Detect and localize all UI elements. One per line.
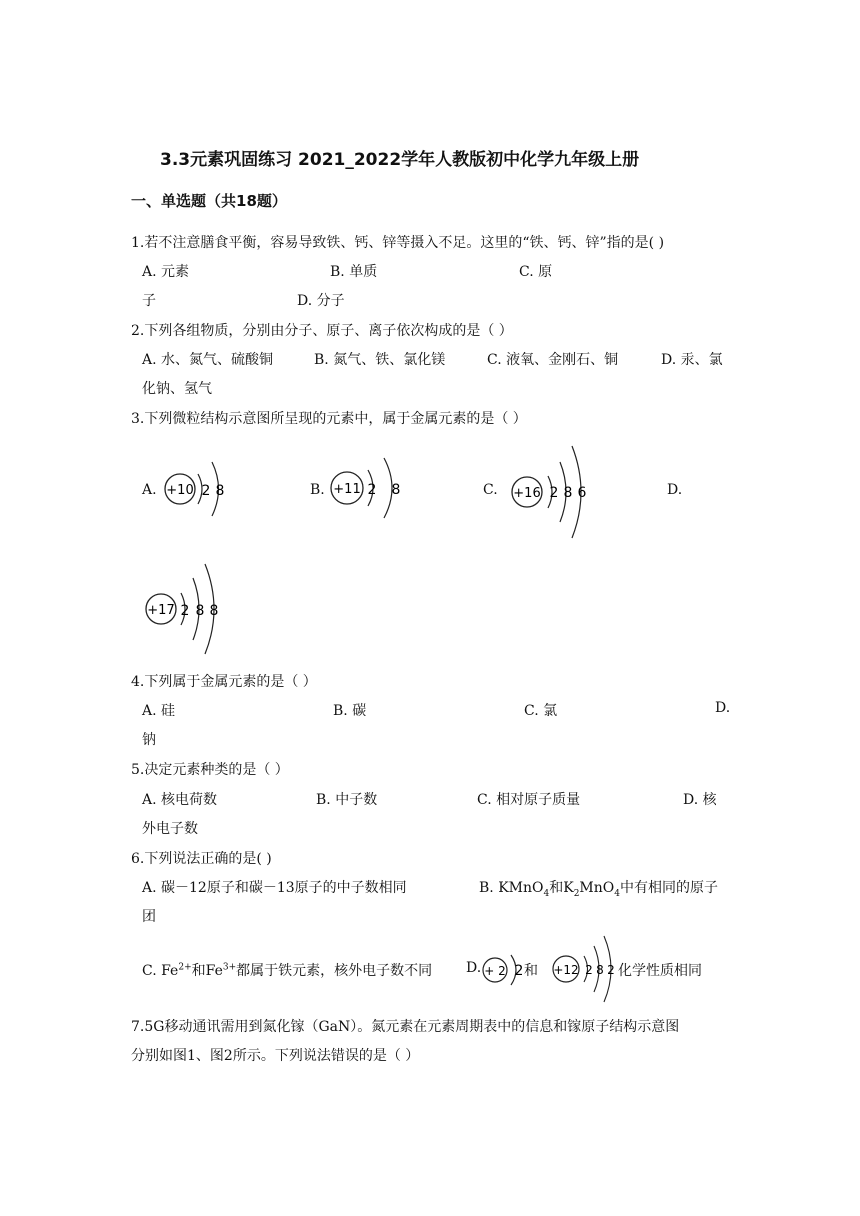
page-title: 3.3元素巩固练习 2021_2022学年人教版初中化学九年级上册 [160, 150, 640, 170]
q4-option-d-cont: 钠 [142, 732, 156, 748]
shell-count: 2 [607, 963, 615, 977]
shell-count: 2 [180, 603, 190, 619]
q5-option-d[interactable]: D. 核 [683, 792, 717, 808]
q2-option-a[interactable]: A. 水、氮气、硫酸铜 [142, 352, 274, 368]
q6-option-a[interactable]: A. 碳－12原子和碳－13原子的中子数相同 [142, 880, 407, 896]
q2-option-c[interactable]: C. 液氧、金刚石、铜 [487, 352, 619, 368]
question-4-stem: 4.下列属于金属元素的是（ ） [131, 674, 317, 690]
q1-option-b[interactable]: B. 单质 [330, 264, 378, 280]
question-7-stem: 7.5G移动通讯需用到氮化镓（GaN）。氮元素在元素周期表中的信息和镓原子结构示意图 [131, 1019, 680, 1035]
nucleus-label: +11 [333, 482, 361, 497]
shell-count: 8 [195, 603, 205, 619]
q3-option-a[interactable]: A. [142, 482, 157, 498]
q5-option-c[interactable]: C. 相对原子质量 [477, 792, 581, 808]
nucleus-label: +10 [166, 483, 194, 498]
q1-option-c[interactable]: C. 原 [519, 264, 553, 280]
shell-count: 2 [585, 963, 593, 977]
atom-diagram-neon [162, 450, 232, 528]
q1-option-d[interactable]: D. 分子 [297, 293, 345, 309]
q5-option-b[interactable]: B. 中子数 [316, 792, 378, 808]
shell-count: 8 [209, 603, 219, 619]
question-5-stem: 5.决定元素种类的是（ ） [131, 762, 289, 778]
shell-count: 8 [215, 483, 225, 499]
q6-option-d-and: 和 [524, 963, 538, 979]
question-6-stem: 6.下列说法正确的是( ) [131, 851, 272, 867]
atom-diagram-sodium [328, 450, 408, 528]
q4-option-d[interactable]: D. [715, 700, 731, 716]
atom-diagram-chlorine [143, 560, 229, 660]
q2-option-d[interactable]: D. 汞、氯 [661, 352, 723, 368]
q3-option-d[interactable]: D. [667, 482, 683, 498]
q6-option-d[interactable]: D. [466, 960, 482, 976]
shell-count: 8 [563, 485, 573, 501]
q3-option-c[interactable]: C. [483, 482, 498, 498]
nucleus-label: + 2 [484, 964, 506, 978]
question-2-stem: 2.下列各组物质，分别由分子、原子、离子依次构成的是（ ） [131, 323, 513, 339]
q6-option-b-cont: 团 [142, 909, 156, 925]
q1-option-a[interactable]: A. 元素 [142, 264, 190, 280]
nucleus-label: +17 [147, 603, 175, 618]
q1-option-c-cont: 子 [142, 293, 156, 309]
q2-option-b[interactable]: B. 氮气、铁、氯化镁 [314, 352, 446, 368]
q4-option-a[interactable]: A. 硅 [142, 703, 176, 719]
q5-option-a[interactable]: A. 核电荷数 [142, 792, 218, 808]
q2-option-d-cont: 化钠、氢气 [142, 381, 212, 397]
q6-option-d-tail: 化学性质相同 [618, 963, 702, 979]
shell-count: 2 [367, 482, 377, 498]
q6-option-c[interactable]: C. $Fe^{2+}$和$Fe^{3+}$都属于铁元素，核外电子数不同 [142, 962, 433, 979]
shell-count: 2 [549, 485, 559, 501]
nucleus-label: +16 [513, 486, 541, 501]
section-heading: 一、单选题（共18题） [131, 192, 287, 210]
shell-count: 8 [391, 482, 401, 498]
shell-count: 2 [201, 483, 211, 499]
q3-option-b[interactable]: B. [310, 482, 325, 498]
atom-diagram-magnesium [550, 932, 622, 1004]
question-1-stem: 1.若不注意膳食平衡，容易导致铁、钙、锌等摄入不足。这里的“铁、钙、锌”指的是( ) [131, 235, 665, 251]
shell-count: 2 [514, 963, 524, 979]
question-7-stem-cont: 分别如图1、图2所示。下列说法错误的是（ ） [131, 1048, 420, 1064]
q4-option-b[interactable]: B. 碳 [333, 703, 367, 719]
question-3-stem: 3.下列微粒结构示意图所呈现的元素中，属于金属元素的是（ ） [131, 411, 527, 427]
shell-count: 8 [596, 963, 604, 977]
q4-option-c[interactable]: C. 氯 [524, 703, 558, 719]
nucleus-label: +12 [553, 963, 579, 977]
q5-option-d-cont: 外电子数 [142, 821, 198, 837]
shell-count: 6 [577, 485, 587, 501]
q6-option-b[interactable]: B. KMnO$_4$和$K_2MnO_4$中有相同的原子 [479, 880, 718, 899]
atom-diagram-sulfur [508, 440, 594, 544]
